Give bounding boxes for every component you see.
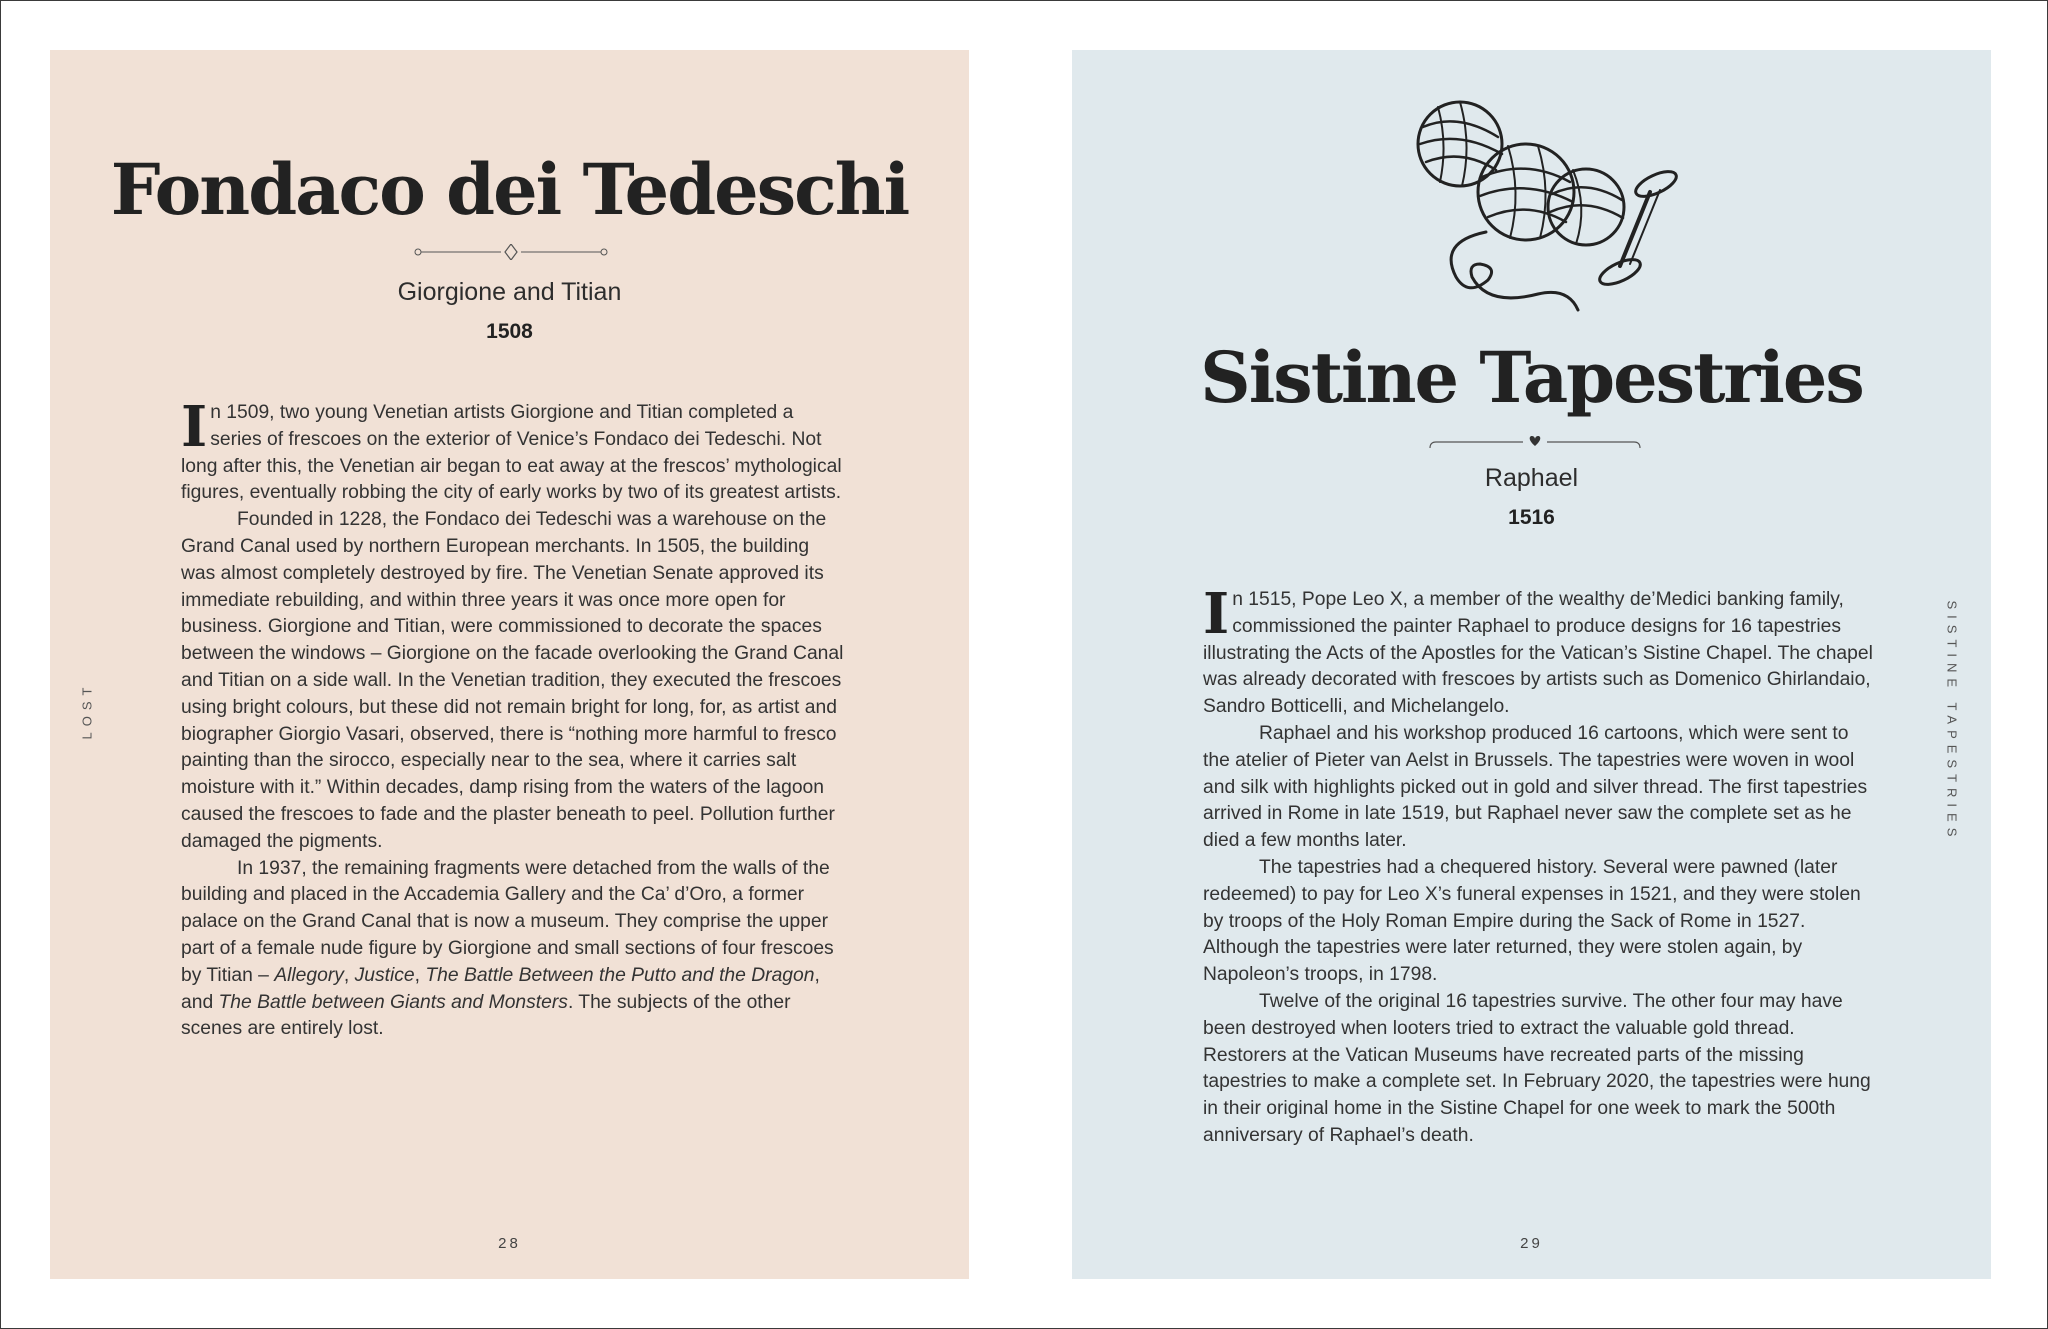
running-head: LOST: [79, 681, 95, 740]
paragraph: Raphael and his workshop produced 16 cartoons, which were sent to the atelier of Pieter van Aelst in Brussels. The tapestries were woven in wool and silk with highlights picked out in gold and silver thread. The first tapestries arrived in Rome in late 1519, but Raphael never saw the complete set as he died a few months later.: [1203, 722, 1868, 852]
paragraph: Twelve of the original 16 tapestries survive. The other four may have been destroyed when looters tried to extract the valuable gold thread. Restorers at the Vatican Museums have recreated parts of the missing tapestries to make a complete set. In February 2020, the tapestries were hung in their original home in the Sistine Chapel for one week to mark the 500th anniversary of Raphael’s death.: [1203, 990, 1871, 1146]
ornament-divider-icon: [1428, 434, 1642, 450]
punctuation: ,: [343, 964, 355, 986]
paragraph-text: , and: [181, 964, 820, 1013]
year: 1516: [1508, 506, 1555, 529]
paragraph: Founded in 1228, the Fondaco dei Tedeschi was a warehouse on the Grand Canal used by northern European merchants. In 1505, the building was almost completely destroyed by fire. The Venetian Senate approved its immediate rebuilding, and within three years it was once more open for business. Giorgione and Titian, were commissioned to decorate the spaces between the windows – Giorgione on the facade overlooking the Grand Canal and Titian on a side wall. In the Venetian tradition, they executed the frescoes using bright colours, but these did not remain bright for long, for, as artist and biographer Giorgio Vasari, observed, there is “nothing more harmful to fresco painting than the sirocco, especially near to the sea, where it carries salt moisture with it.” Within decades, damp rising from the waters of the lagoon caused the frescoes to fade and the plaster beneath to peel. Pollution further damaged the pigments.: [181, 509, 844, 852]
yarn-balls-and-spindle-icon: [1398, 82, 1688, 322]
year: 1508: [486, 320, 533, 343]
body-text: [181, 394, 846, 1043]
page-number: 29: [1520, 1235, 1543, 1252]
paragraph-text: In 1937, the remaining fragments were detached from the walls of the building and placed in the Accademia Gallery and the Ca’ d’Oro, a former palace on the Grand Canal that is now a museum. They comprise the upper part of a female nude figure by Giorgione and small sections of four frescoes by Titian –: [181, 857, 834, 986]
artist-name: Raphael: [1484, 464, 1579, 492]
paragraph: The tapestries had a chequered history. Several were pawned (later redeemed) to pay for Leo X’s funeral expenses in 1521, and they were stolen by troops of the Holy Roman Empire during the Sack of Rome in 1527. Although the tapestries were later returned, they were stolen again, by Napoleon’s troops, in 1798.: [1203, 856, 1861, 986]
paragraph: [1203, 581, 1878, 721]
page-title: Fondaco dei Tedeschi: [110, 148, 909, 231]
artist-name: Giorgione and Titian: [397, 278, 622, 306]
punctuation: ,: [414, 964, 426, 986]
artwork-title: Allegory: [274, 964, 344, 986]
ornament-divider-icon: [413, 244, 609, 260]
running-head: SISTINE TAPESTRIES: [1944, 600, 1960, 843]
left-page: [50, 50, 969, 1279]
artwork-title: Justice: [354, 964, 415, 986]
page-title: Sistine Tapestries: [1200, 336, 1863, 419]
artwork-title: The Battle between Giants and Monsters: [218, 991, 568, 1013]
paragraph: [181, 394, 846, 507]
artwork-title: The Battle Between the Putto and the Dragon: [425, 964, 815, 986]
paragraph: [181, 856, 846, 1044]
right-page: [1072, 50, 1991, 1279]
drop-cap: I: [181, 394, 208, 460]
page-number: 28: [498, 1235, 521, 1252]
body-text: [1203, 581, 1878, 1150]
paragraph-text: n 1509, two young Venetian artists Giorgione and Titian completed a series of frescoes on the exterior of Venice’s Fondaco dei Tedeschi. Not long after this, the Venetian air began to eat away at the frescos’ mythological figures, eventually robbing the city of early works by two of its greatest artists.: [181, 402, 842, 504]
paragraph-text: n 1515, Pope Leo X, a member of the wealthy de’Medici banking family, commissioned the painter Raphael to produce designs for 16 tapestries illustrating the Acts of the Apostles for the Vatican’s Sistine Chapel. The chapel was already decorated with frescoes by artists such as Domenico Ghirlandaio, Sandro Botticelli, and Michelangelo.: [1203, 589, 1873, 718]
paragraph-text: . The subjects of the other scenes are entirely lost.: [181, 991, 791, 1040]
drop-cap: I: [1203, 581, 1230, 647]
